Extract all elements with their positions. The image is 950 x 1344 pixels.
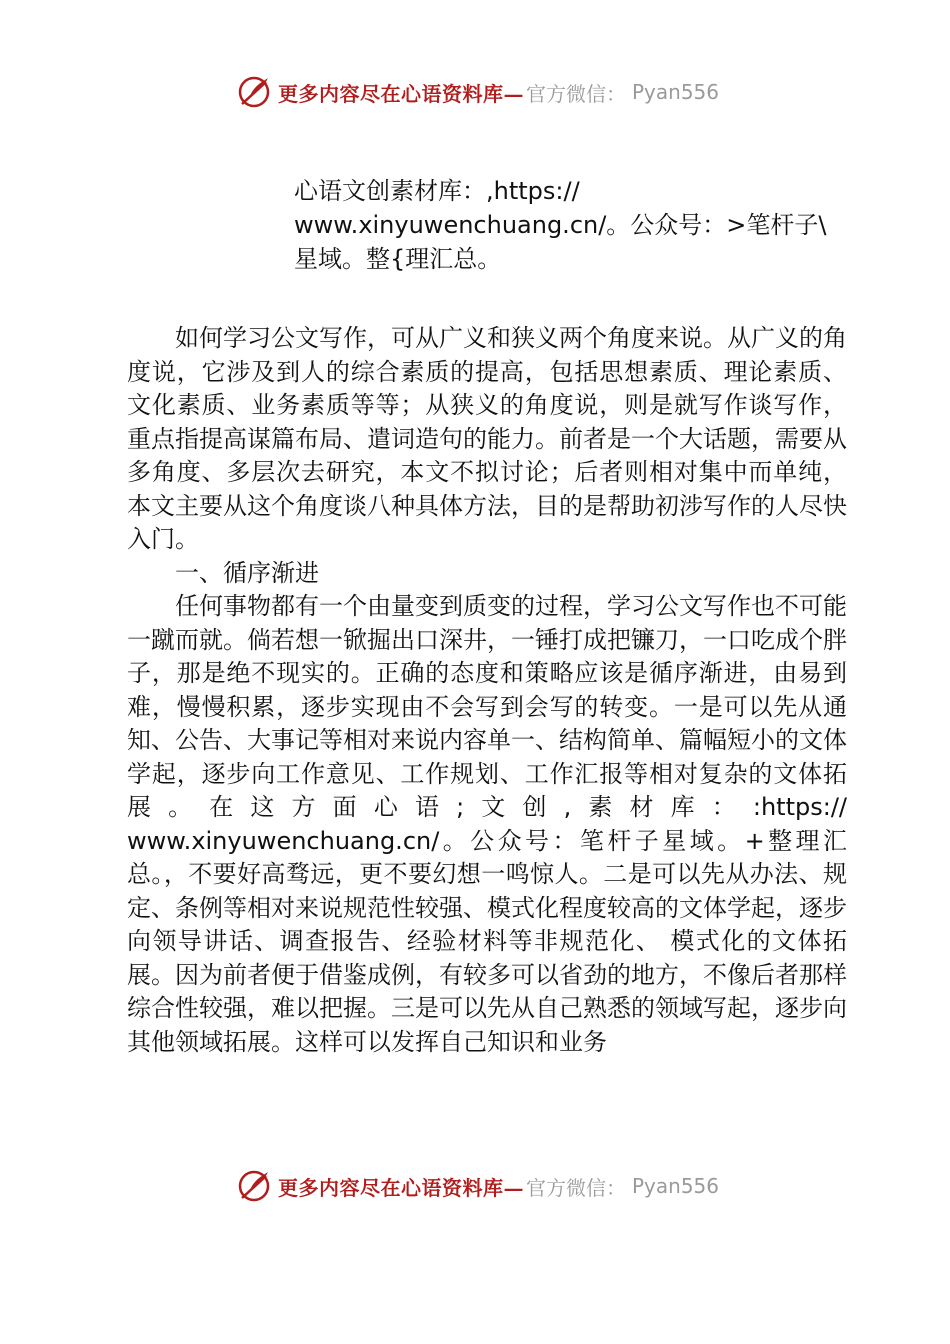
footer-banner xyxy=(236,1166,736,1206)
quill-logo-icon xyxy=(236,1168,272,1204)
source-line: www.xinyuwenchuang.cn/。公众号：>笔杆子\ xyxy=(294,211,827,239)
banner-text: 更多内容尽在心语资料库— xyxy=(278,81,524,106)
banner-wechat-id: Pyan556 xyxy=(632,1174,720,1198)
banner-wechat-label: 官方微信： xyxy=(526,81,626,106)
banner-wechat-id: Pyan556 xyxy=(632,80,720,104)
banner-wechat-label: 官方微信： xyxy=(526,1175,626,1200)
section-heading: 一、循序渐进 xyxy=(175,558,319,587)
source-note xyxy=(294,174,864,276)
quill-logo-icon xyxy=(236,74,272,110)
source-line: 心语文创素材库：,https:// xyxy=(294,177,580,205)
section-paragraph: 任何事物都有一个由量变到质变的过程，学习公文写作也不可能一蹴而就。倘若想一锨掘出口深井，一锤打成把镰刀，一口吃成个胖子，那是绝不现实的。正确的态度和策略应该是循序渐进，由易到难，慢慢积累，逐步实现由不会写到会写的转变。一是可以先从通知、公告、大事记等相对来说内容单一、结构简单、篇幅短小的文体学起，逐步向工作意见、工作规划、工作汇报等相对复杂的文体拓展。在这方面心语;文创,素材库：:https:// www.xinyuwenchuang.cn/。公众号：笔杆子星域。+整理汇总。，不要好高骛远，更不要幻想一鸣惊人。二是可以先从办法、规定、条例等相对来说规范性较强、模式化程度较高的文体学起，逐步向领导讲话、调查报告、经验材料等非规范化、 模式化的文体拓展。因为前者便于借鉴成例，有较多可以省劲的地方，不像后者那样综合性较强，难以把握。三是可以先从自己熟悉的领域写起，逐步向其他领域拓展。这样可以发挥自己知识和业务 xyxy=(127,592,847,1056)
intro-paragraph: 如何学习公文写作，可从广义和狭义两个角度来说。从广义的角度说，它涉及到人的综合素质的提高，包括思想素质、理论素质、 文化素质、业务素质等等；从狭义的角度说，则是就写作谈写作， 重点指提高谋篇布局、遣词造句的能力。前者是一个大话题，需要从多角度、多层次去研究，本文不拟讨论；后者则相对集中而单纯， 本文主要从这个角度谈八种具体方法，目的是帮助初涉写作的人尽快入门。 xyxy=(127,324,847,553)
banner-text: 更多内容尽在心语资料库— xyxy=(278,1175,524,1200)
article-body xyxy=(127,322,847,1059)
header-banner xyxy=(236,72,736,112)
source-line: 星域。整{理汇总。 xyxy=(294,245,502,273)
